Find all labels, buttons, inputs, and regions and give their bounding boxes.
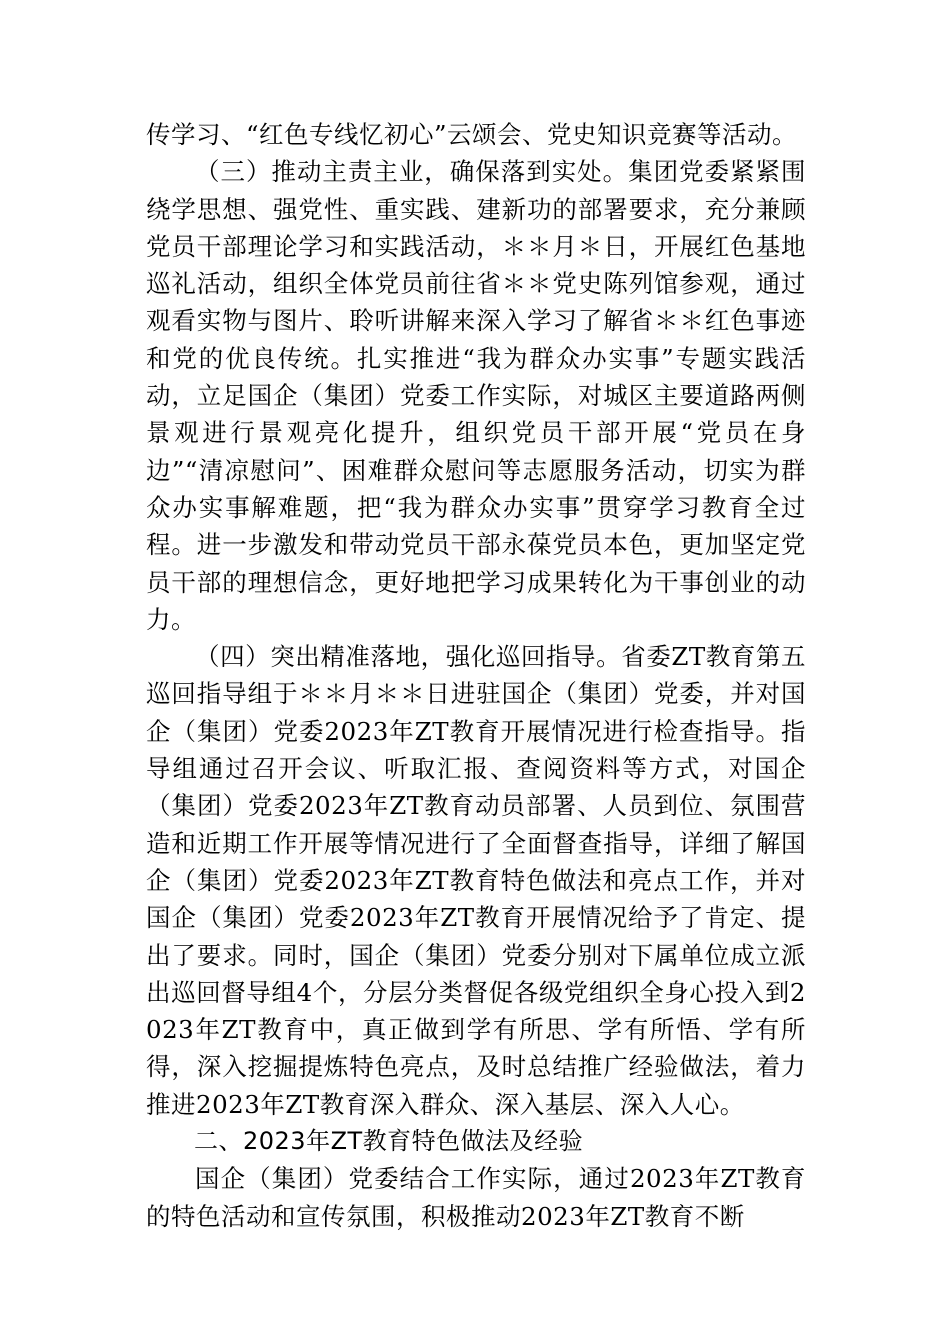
- paragraph-section-four: （四）突出精准落地，强化巡回指导。省委ZT教育第五巡回指导组于＊＊月＊＊日进驻国企（集团）党委，并对国企（集团）党委2023年ZT教育开展情况进行检查指导。指导组通过召开会议、听取汇报、查阅资料等方式，对国企（集团）党委2023年ZT教育动员部署、人员到位、氛围营造和近期工作开展等情况进行了全面督查指导，详细了解国企（集团）党委2023年ZT教育特色做法和亮点工作，并对国企（集团）党委2023年ZT教育开展情况给予了肯定、提出了要求。同时，国企（集团）党委分别对下属单位成立派出巡回督导组4个，分层分类督促各级党组织全身心投入到2023年ZT教育中，真正做到学有所思、学有所悟、学有所得，深入挖掘提炼特色亮点，及时总结推广经验做法，着力推进2023年ZT教育深入群众、深入基层、深入人心。: [146, 642, 806, 1119]
- paragraph-section-two-intro: 国企（集团）党委结合工作实际，通过2023年ZT教育的特色活动和宣传氛围，积极推动2023年ZT教育不断: [146, 1164, 806, 1231]
- section-heading: 二、2023年ZT教育特色做法及经验: [194, 1127, 584, 1156]
- document-page: [146, 116, 806, 1235]
- paragraph-continuation: 传学习、“红色专线忆初心”云颂会、党史知识竞赛等活动。: [146, 120, 798, 149]
- paragraph-section-three: （三）推动主责主业，确保落到实处。集团党委紧紧围绕学思想、强党性、重实践、建新功的部署要求，充分兼顾党员干部理论学习和实践活动，＊＊月＊日，开展红色基地巡礼活动，组织全体党员前往省＊＊党史陈列馆参观，通过观看实物与图片、聆听讲解来深入学习了解省＊＊红色事迹和党的优良传统。扎实推进“我为群众办实事”专题实践活动，立足国企（集团）党委工作实际，对城区主要道路两侧景观进行景观亮化提升，组织党员干部开展“党员在身边”“清凉慰问”、困难群众慰问等志愿服务活动，切实为群众办实事解难题，把“我为群众办实事”贯穿学习教育全过程。进一步激发和带动党员干部永葆党员本色，更加坚定党员干部的理想信念，更好地把学习成果转化为干事创业的动力。: [146, 157, 806, 634]
